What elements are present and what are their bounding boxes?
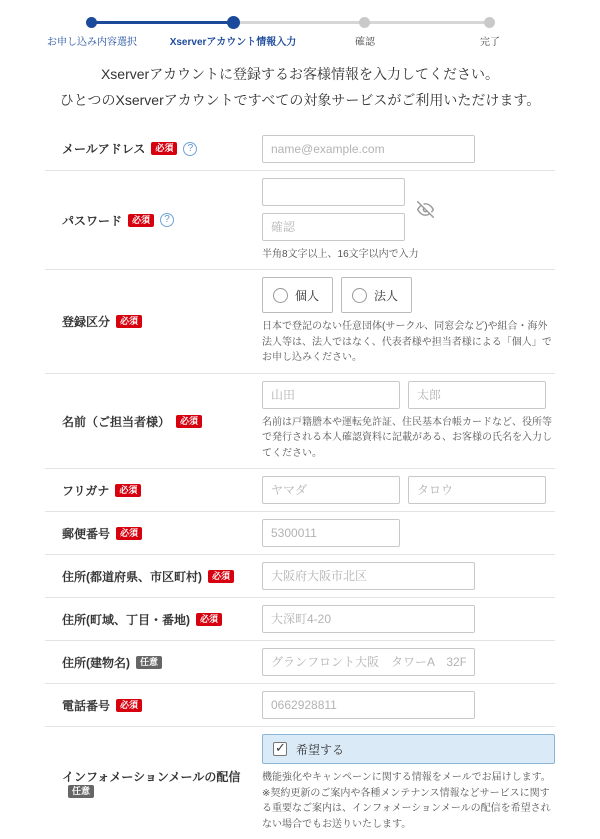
required-badge: 必須 [116,527,142,540]
help-icon[interactable]: ? [160,213,174,227]
step-dot-done [86,17,97,28]
info-mail-checkbox[interactable] [273,742,287,756]
radio-corporate-label: 法人 [374,288,399,303]
postal-code-input[interactable] [262,519,400,547]
email-input[interactable] [262,135,475,163]
address-street-input[interactable] [262,605,475,633]
row-address-street [45,598,555,641]
stepper-segment [92,21,233,24]
info-mail-note-1: 機能強化やキャンペーンに関する情報をメールでお届けします。 [262,772,551,784]
address-pref-label: 住所(都道府県、市区町村) [62,569,202,584]
optional-badge: 任意 [68,785,94,798]
row-furigana [45,469,555,512]
postal-code-label: 郵便番号 [62,526,111,541]
furigana-last-input[interactable] [262,476,400,504]
required-badge: 必須 [116,699,142,712]
row-registration-type [45,270,555,374]
help-icon[interactable]: ? [183,142,197,156]
step-label-confirm: 確認 [355,37,375,48]
radio-personal[interactable] [262,277,333,313]
phone-input[interactable] [262,691,475,719]
required-badge: 必須 [116,315,142,328]
last-name-input[interactable] [262,381,400,409]
step-label-complete: 完了 [480,37,500,48]
row-phone [45,684,555,727]
password-label: パスワード [62,213,123,228]
required-badge: 必須 [196,613,222,626]
row-address-building [45,641,555,684]
info-mail-note-2: ※契約更新のご案内や各種メンテナンス情報などサービスに関する重要なご案内は、インフォメーションメールの配信を希望されない場合でもお送りいたします。 [262,787,551,830]
email-label: メールアドレス [62,142,146,157]
account-info-form [45,128,555,839]
radio-corporate[interactable] [341,277,412,313]
row-name [45,374,555,470]
password-input[interactable] [262,178,405,206]
optional-badge: 任意 [136,656,162,669]
name-note: 名前は戸籍謄本や運転免許証、住民基本台帳カードなど、役所等で発行される本人確認資料に記載がある、お客様の氏名を入力してください。 [262,416,552,459]
furigana-label: フリガナ [62,483,110,498]
intro-line-1: Xserverアカウントに登録するお客様情報を入力してください。 [100,66,500,82]
required-badge: 必須 [128,214,154,227]
step-dot-todo [484,17,495,28]
required-badge: 必須 [151,142,177,155]
info-mail-checkbox-label: 希望する [296,742,345,757]
address-building-label: 住所(建物名) [62,655,130,670]
name-label: 名前（ご担当者様） [62,414,171,429]
row-info-mail [45,727,555,839]
radio-personal-label: 個人 [295,288,320,303]
step-label-select-plan: お申し込み内容選択 [47,37,137,48]
radio-circle-icon [273,288,288,303]
address-pref-input[interactable] [262,562,475,590]
info-mail-optin[interactable] [262,734,555,764]
required-badge: 必須 [115,484,141,497]
address-building-input[interactable] [262,648,475,676]
row-password [45,171,555,271]
required-badge: 必須 [208,570,234,583]
info-mail-label: インフォメーションメールの配信 [62,770,241,785]
stepper-segment [233,21,365,24]
furigana-first-input[interactable] [408,476,546,504]
intro-line-2: ひとつのXserverアカウントですべての対象サービスがご利用いただけます。 [59,91,541,108]
progress-stepper [0,8,600,48]
step-dot-todo [359,17,370,28]
intro-text [0,62,600,114]
address-street-label: 住所(町域、丁目・番地) [62,612,190,627]
registration-type-note: 日本で登記のない任意団体(サークル、同窓会など)や組合・海外法人等は、法人ではなく、代表者様や担当者様による「個人」でお申し込みください。 [262,321,552,364]
registration-type-label: 登録区分 [62,315,111,330]
required-badge: 必須 [176,415,202,428]
step-dot-active [227,16,240,29]
stepper-segment [365,21,490,24]
phone-label: 電話番号 [62,698,111,713]
password-note: 半角8文字以上、16文字以内で入力 [262,248,419,260]
row-email [45,128,555,171]
first-name-input[interactable] [408,381,546,409]
step-label-account-info: Xserverアカウント情報入力 [169,37,297,48]
row-address-pref [45,555,555,598]
password-confirm-input[interactable] [262,213,405,241]
row-postal-code [45,512,555,555]
eye-off-icon[interactable] [417,201,434,218]
radio-circle-icon [352,288,367,303]
